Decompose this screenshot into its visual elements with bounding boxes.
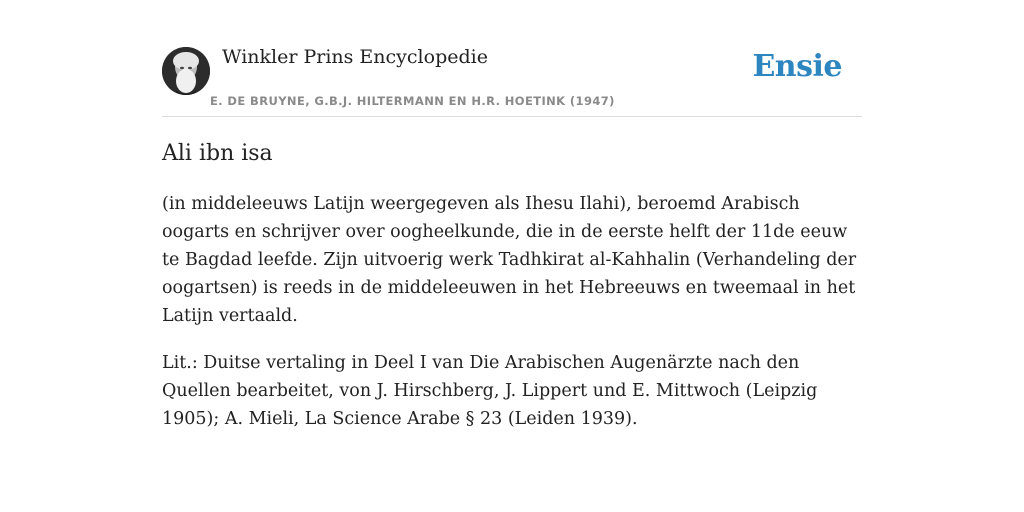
site-title-link[interactable]: Winkler Prins Encyclopedie — [222, 46, 488, 68]
literature-paragraph: Lit.: Duitse vertaling in Deel I van Die Arabischen Augenärzte nach den Quellen bearbeitet, von J. Hirschberg, J. Lippert und E. Mittwoch (Leipzig 1905); A. Mieli, La Science Arabe § 23 (Leiden 1939). — [162, 353, 818, 429]
article-title: Ali ibn isa — [162, 141, 273, 166]
article-paragraph: (in middeleeuws Latijn weergegeven als Ihesu Ilahi), beroemd Arabisch oogarts en schrijver over oogheelkunde, die in de eerste helft der 11de eeuw te Bagdad leefde. Zijn uitvoerig werk Tadhkirat al-Kahhalin (Verhandeling der oogartsen) is reeds in de middeleeuwen in het Hebreeuws en tweemaal in het Latijn vertaald. — [162, 194, 857, 326]
site-header — [162, 44, 862, 117]
ensie-logo[interactable]: Ensie — [752, 49, 842, 84]
article — [162, 138, 862, 452]
authors-line: E. DE BRUYNE, G.B.J. HILTERMANN EN H.R. HOETINK (1947) — [210, 94, 615, 108]
portrait-avatar-icon[interactable] — [162, 47, 210, 95]
